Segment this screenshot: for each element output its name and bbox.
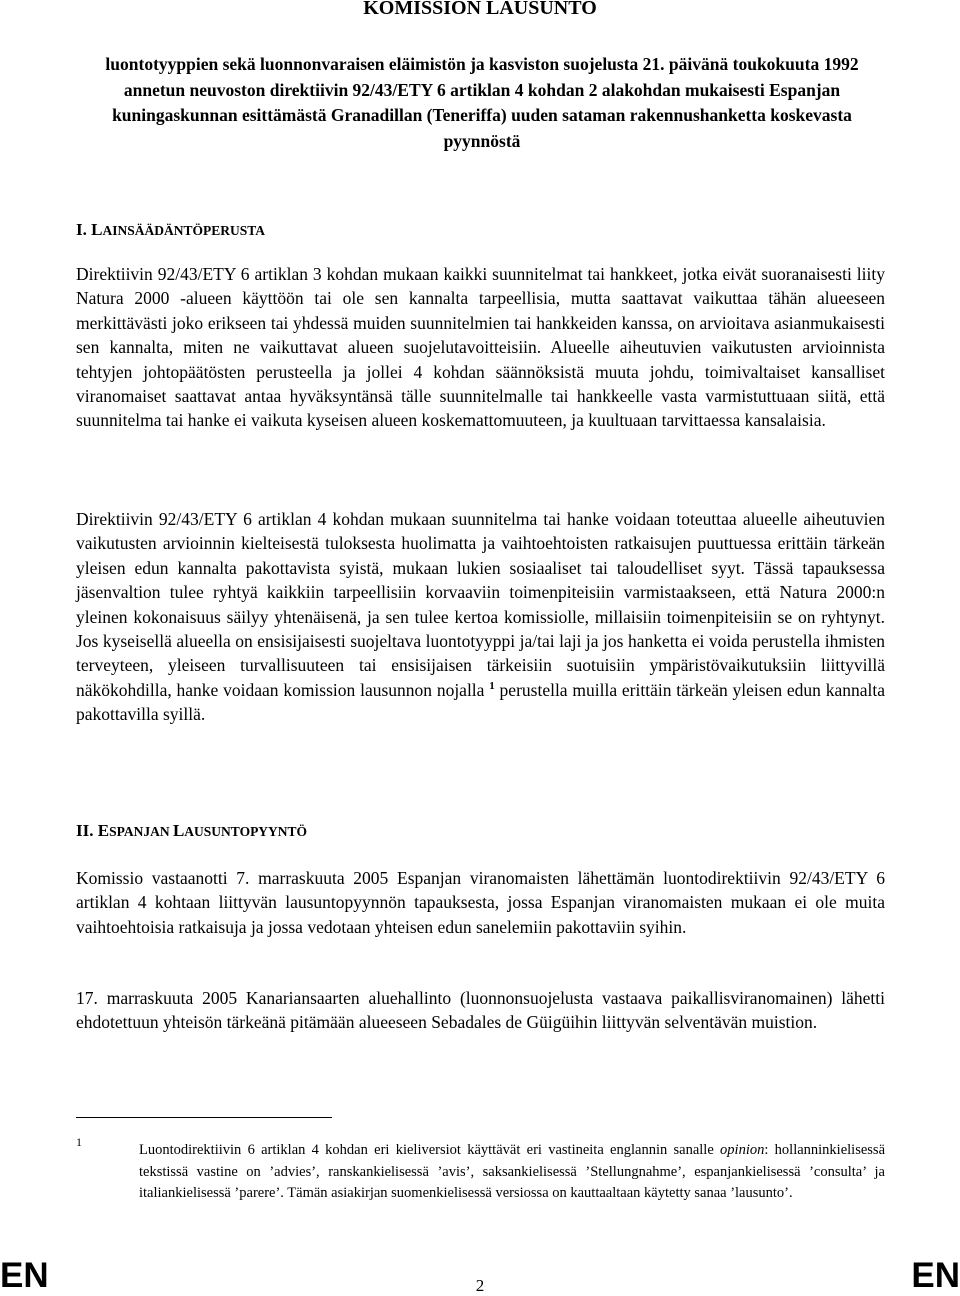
paragraph-spain-request-1: Komissio vastaanotti 7. marraskuuta 2005 Espanjan viranomaisten lähettämän luontodirektiivin 92/43/ETY 6 artiklan 4 kohtaan liittyvän lausuntopyynnön tapauksesta, jossa Espanjan viranomaisten mukaan ei ole muita vaihtoehtoisia ratkaisuja ja jossa vedotaan yhteisen edun sanelemiin pakottaviin syihin. [76, 868, 885, 937]
footnote-text: Luontodirektiivin 6 artiklan 4 kohdan eri kieliversiot käyttävät eri vastineita englannin sanalle opinion: hollanninkielisessä tekstissä vastine on ’advies’, ranskankielisessä ’avis’, saksankielisessä ’Stellungnahme’, espanjankielisessä ’consulta’ ja italiankielisessä ’parere’. Tämän asiakirjan suomenkielisessä versiossa on kauttaaltaan käytetty sanaa ’lausunto’. [139, 1142, 886, 1202]
document-subject: luontotyyppien sekä luonnonvaraisen eläimistön ja kasviston suojelusta 21. päivänä toukokuuta 1992 annetun neuvoston direktiivin 92/43/ETY 6 artiklan 4 kohdan 2 alakohdan mukaisesti Espanjan kuningaskunnan esittämästä Granadillan (Teneriffa) uuden sataman rakennushanketta koskevasta pyynnöstä [105, 54, 859, 151]
section-number: II. [76, 821, 98, 840]
language-label-left: EN [0, 1256, 49, 1295]
footnote-separator [76, 1117, 332, 1118]
footnote-reference[interactable]: 1 [489, 680, 495, 693]
paragraph-spain-request-2: 17. marraskuuta 2005 Kanariansaarten aluehallinto (luonnonsuojelusta vastaava paikallisviranomainen) lähetti ehdotettuun yhteisön tärkeänä pitämään alueeseen Sebadales de Güigüihin liittyvän selventävän muistion. [76, 988, 885, 1033]
document-title: KOMISSION LAUSUNTO [363, 0, 597, 19]
language-label-right: EN [911, 1256, 960, 1295]
page-number: 2 [475, 1276, 485, 1295]
footnote-italic-term: opinion [720, 1142, 765, 1158]
footnote-number: 1 [76, 1135, 82, 1149]
section-heading-spain-request: II. ESPANJAN LAUSUNTOPYYNTÖ [76, 821, 308, 840]
section-number: I. [76, 220, 92, 239]
section-title-initial: L [91, 220, 103, 239]
section-heading-legal-basis [76, 219, 265, 242]
section-title-rest: AINSÄÄDÄNTÖPERUSTA [102, 223, 265, 238]
paragraph-legal-basis-2: Direktiivin 92/43/ETY 6 artiklan 4 kohdan mukaan suunnitelma tai hanke voidaan toteuttaa alueelle aiheutuvien vaikutusten arvioinnin kielteisestä tuloksesta huolimatta ja vaihtoehtoisten ratkaisujen puuttuessa erittäin tärkeän yleisen edun kannalta pakottavista syistä, mukaan lukien sosiaaliset tai taloudelliset syyt. Tässä tapauksessa jäsenvaltion tulee ryhtyä kaikkiin tarpeellisiin korvaaviin toimenpiteisiin varmistaakseen, että Natura 2000:n yleinen kokonaisuus säilyy yhtenäisenä, ja sen tulee kertoa komissiolle, millaisiin toimenpiteisiin se on ryhtynyt. Jos kyseisellä alueella on ensisijaisesti suojeltava luontotyyppi ja/tai laji ja jos hanketta ei voida perustella ihmisten terveyteen, yleiseen turvallisuuteen tai ensisijaisen tärkeisiin suotuisiin ympäristövaikutuksiin liittyvillä näkökohdilla, hanke voidaan komission lausunnon nojalla $^1$ perustella muilla erittäin tärkeän yleisen edun kannalta pakottavilla syillä. [76, 509, 885, 725]
paragraph-legal-basis-1: Direktiivin 92/43/ETY 6 artiklan 3 kohdan mukaan kaikki suunnitelmat tai hankkeet, jotka eivät suoranaisesti liity Natura 2000 -alueen käyttöön tai ole sen kannalta tarpeellisia, mutta saattavat vaikuttaa tähän alueeseen merkittävästi joko erikseen tai yhdessä muiden suunnitelmien tai hankkeiden kanssa, on arvioitava asianmukaisesti sen kannalta, miten ne vaikuttavat alueen suojelutavoitteisiin. Alueelle aiheutuvien vaikutusten arvioinnista tehtyjen johtopäätösten perusteella ja jollei 4 kohdan säännöksistä muuta johdu, toimivaltaiset kansalliset viranomaiset saattavat antaa hyväksyntänsä tälle suunnitelmalle tai hankkeelle vasta varmistuttuaan siitä, että suunnitelma tai hanke ei vaikuta kyseisen alueen koskemattomuuteen, ja kuultuaan tarvittaessa kansalaisia. [76, 264, 885, 431]
